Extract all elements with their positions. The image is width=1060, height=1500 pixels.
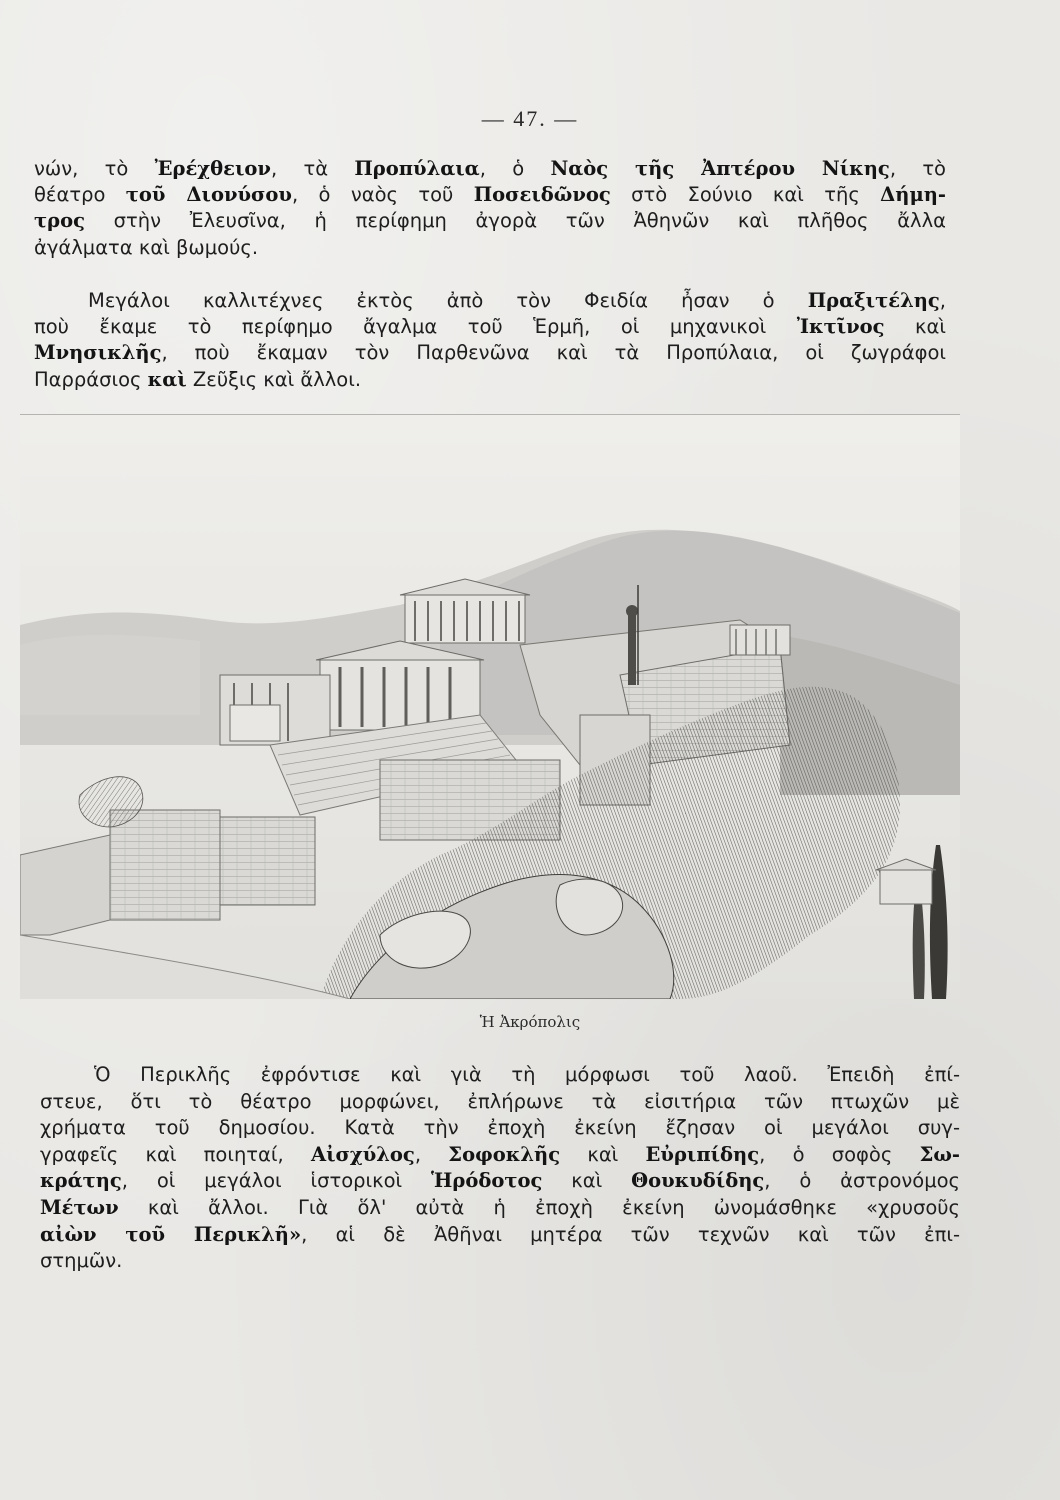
figure-caption: Ἡ Ἀκρόπολις (479, 1013, 581, 1031)
text-run: , ὁ σοφὸς (759, 1142, 920, 1166)
text-run: , οἱ μεγάλοι ἱστορικοὶ (121, 1169, 432, 1193)
bold-text-run: Θουκυδίδης (631, 1169, 765, 1193)
text-run: , ποὺ ἔκαμαν τὸν Παρθενῶνα καὶ τὰ Προπύλαια, οἱ ζωγράφοι (161, 341, 946, 365)
text-line (34, 340, 946, 366)
text-line (40, 1142, 960, 1169)
bold-text-run: Σω- (919, 1142, 961, 1166)
text-run: , ὁ ναὸς τοῦ (291, 183, 474, 207)
bold-text-run: αἰὼν τοῦ Περικλῆ» (40, 1222, 302, 1246)
text-line (34, 208, 946, 234)
text-run: καὶ (542, 1169, 632, 1193)
text-run: , αἱ δὲ Ἀθῆναι μητέρα τῶν τεχνῶν καὶ τῶν ἐπι- (301, 1222, 960, 1246)
bold-text-run: Μνησικλῆς (34, 341, 162, 365)
text-run: , ὁ ἀστρονόμος (764, 1169, 960, 1193)
text-run: στὴν Ἐλευσῖνα, ἡ περίφημη ἀγορὰ τῶν Ἀθηνῶν καὶ πλῆθος ἄλλα (84, 209, 946, 233)
bold-text-run: Ἰκτῖνος (796, 315, 885, 339)
paragraph-monuments (34, 156, 946, 261)
text-run: , τὰ (270, 157, 355, 180)
text-line (40, 1222, 960, 1249)
text-run: ποὺ ἔκαμε τὸ περίφημο ἄγαλμα τοῦ Ἑρμῆ, οἱ μηχανικοὶ (34, 315, 797, 339)
text-run: , ὁ (479, 157, 551, 180)
bold-text-run: Εὐριπίδης (645, 1142, 760, 1166)
text-line (40, 1062, 960, 1089)
bold-text-run: Ναὸς τῆς Ἀπτέρου Νίκης (550, 157, 890, 180)
bold-text-run: Αἰσχύλος (310, 1142, 415, 1166)
text-run: χρήματα τοῦ δημοσίου. Κατὰ τὴν ἐποχὴ ἐκείνη ἔζησαν οἱ μεγάλοι συγ- (40, 1116, 960, 1140)
bold-text-run: Ἐρέχθειον (154, 157, 271, 180)
text-run: Ὁ Περικλῆς ἐφρόντισε καὶ γιὰ τὴ μόρφωσι τοῦ λαοῦ. Ἐπειδὴ ἐπί- (94, 1063, 960, 1086)
text-run: καὶ (560, 1142, 646, 1166)
text-run: στημῶν. (40, 1249, 123, 1273)
bold-text-run: Σοφοκλῆς (448, 1142, 561, 1166)
text-run: νών, τὸ (34, 157, 155, 180)
text-line (40, 1089, 960, 1116)
text-run: Παρράσιος (34, 367, 148, 391)
text-run: καὶ (884, 315, 946, 339)
bold-text-run: τοῦ Διονύσου (125, 183, 292, 207)
text-run: γραφεῖς καὶ ποιηταί, (40, 1142, 311, 1166)
text-line (40, 1168, 960, 1195)
text-run: στὸ Σούνιο καὶ τῆς (610, 183, 881, 207)
bold-text-run: καὶ (147, 367, 187, 391)
text-line (34, 235, 946, 261)
text-run: ἀγάλματα καὶ βωμούς. (34, 235, 259, 259)
text-run: Μεγάλοι καλλιτέχνες ἐκτὸς ἀπὸ τὸν Φειδία ἦσαν ὁ (88, 289, 808, 312)
text-line (40, 1195, 960, 1222)
page-number: — 47. — (481, 106, 579, 131)
bold-text-run: τρος (34, 209, 85, 233)
bold-text-run: Προπύλαια (354, 157, 480, 180)
text-run: Ζεῦξις καὶ ἄλλοι. (186, 367, 362, 391)
text-run: καὶ ἄλλοι. Γιὰ ὅλ' αὐτὰ ἡ ἐποχὴ ἐκείνη ὠνομάσθηκε «χρυσοῦς (118, 1195, 960, 1219)
text-run: , τὸ (889, 157, 946, 180)
text-line (34, 182, 946, 208)
bold-text-run: Ποσειδῶνος (473, 183, 611, 207)
text-line (34, 314, 946, 340)
text-run: στευε, ὅτι τὸ θέατρο μορφώνει, ἐπλήρωνε τὰ εἰσιτήρια τῶν πτωχῶν μὲ (40, 1089, 960, 1113)
paragraph-artists (34, 288, 946, 393)
bold-text-run: Ἡρόδοτος (431, 1169, 543, 1193)
text-line (40, 1248, 960, 1275)
text-run: , (939, 289, 946, 312)
bold-text-run: κράτης (40, 1169, 122, 1193)
acropolis-engraving-image (20, 415, 960, 999)
paragraph-pericles (40, 1062, 960, 1275)
bold-text-run: Μέτων (40, 1195, 119, 1219)
text-line (34, 156, 946, 182)
text-line (34, 367, 946, 393)
text-line (40, 1115, 960, 1142)
bold-text-run: Δήμη- (880, 183, 947, 207)
text-run: , (414, 1142, 449, 1166)
text-line (34, 288, 946, 314)
acropolis-illustration (20, 414, 960, 999)
text-run: θέατρο (34, 183, 126, 207)
bold-text-run: Πραξιτέλης (807, 289, 940, 312)
